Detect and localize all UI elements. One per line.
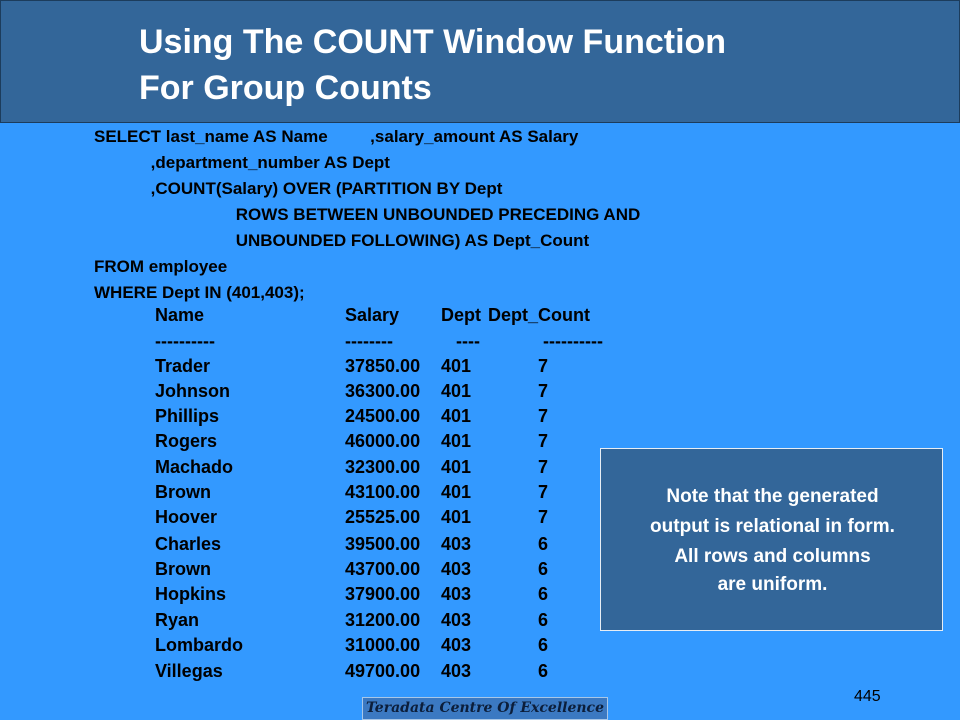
cell-dept-count: 6 bbox=[538, 661, 549, 681]
column-header-dept-count: Dept_Count bbox=[488, 305, 590, 325]
cell-dept-count: 6 bbox=[538, 635, 549, 655]
cell-dept-count: 6 bbox=[538, 534, 549, 554]
cell-dept-count: 7 bbox=[538, 457, 549, 477]
note-line: All rows and columns bbox=[674, 546, 871, 567]
column-header-name: Name bbox=[155, 305, 205, 325]
cell-dept-count: 7 bbox=[538, 507, 549, 527]
cell-dept-count: 6 bbox=[538, 559, 549, 579]
cell-name: Rogers bbox=[155, 431, 218, 451]
cell-dept-count: 7 bbox=[538, 356, 549, 376]
cell-dept: 401 bbox=[441, 381, 472, 401]
cell-salary: 36300.00 bbox=[345, 381, 421, 401]
cell-salary: 37900.00 bbox=[345, 584, 421, 604]
cell-salary: 25525.00 bbox=[345, 507, 421, 527]
cell-dept: 403 bbox=[441, 584, 472, 604]
cell-dept: 401 bbox=[441, 507, 472, 527]
slide-title-bar bbox=[0, 0, 960, 123]
sql-line: WHERE Dept IN (401,403); bbox=[94, 283, 305, 302]
column-header-dept: Dept bbox=[441, 305, 481, 325]
cell-dept-count: 7 bbox=[538, 482, 549, 502]
page-number: 445 bbox=[854, 688, 881, 705]
divider: ---------- bbox=[543, 331, 603, 351]
note-line: output is relational in form. bbox=[650, 516, 895, 537]
note-line: are uniform. bbox=[717, 574, 828, 595]
cell-salary: 43700.00 bbox=[345, 559, 421, 579]
cell-name: Hopkins bbox=[155, 584, 227, 604]
cell-salary: 37850.00 bbox=[345, 356, 421, 376]
sql-line: ROWS BETWEEN UNBOUNDED PRECEDING AND bbox=[94, 205, 641, 224]
cell-dept: 403 bbox=[441, 559, 472, 579]
cell-salary: 49700.00 bbox=[345, 661, 421, 681]
cell-dept-count: 7 bbox=[538, 406, 549, 426]
cell-dept: 403 bbox=[441, 610, 472, 630]
cell-dept: 401 bbox=[441, 457, 472, 477]
cell-name: Brown bbox=[155, 559, 211, 579]
cell-dept: 401 bbox=[441, 431, 472, 451]
cell-name: Johnson bbox=[155, 381, 230, 401]
cell-salary: 46000.00 bbox=[345, 431, 421, 451]
cell-salary: 43100.00 bbox=[345, 482, 421, 502]
cell-name: Ryan bbox=[155, 610, 200, 630]
sql-line: UNBOUNDED FOLLOWING) AS Dept_Count bbox=[94, 231, 590, 250]
cell-name: Villegas bbox=[155, 661, 223, 681]
slide-title-line-1: Using The COUNT Window Function bbox=[139, 23, 727, 61]
cell-name: Hoover bbox=[155, 507, 218, 527]
cell-dept: 401 bbox=[441, 356, 472, 376]
sql-line: ,COUNT(Salary) OVER (PARTITION BY Dept bbox=[94, 179, 503, 198]
cell-dept: 403 bbox=[441, 635, 472, 655]
divider: ---------- bbox=[155, 331, 215, 351]
divider: ---- bbox=[456, 331, 480, 351]
slide-title-line-2: For Group Counts bbox=[139, 69, 432, 107]
sql-line: SELECT last_name AS Name ,salary_amount AS Salary bbox=[94, 127, 579, 146]
cell-name: Brown bbox=[155, 482, 211, 502]
cell-salary: 32300.00 bbox=[345, 457, 421, 477]
cell-dept-count: 6 bbox=[538, 610, 549, 630]
cell-dept: 401 bbox=[441, 482, 472, 502]
cell-name: Lombardo bbox=[155, 635, 243, 655]
sql-line: FROM employee bbox=[94, 257, 228, 276]
cell-salary: 31000.00 bbox=[345, 635, 421, 655]
divider: -------- bbox=[345, 331, 393, 351]
note-callout bbox=[600, 448, 943, 631]
cell-dept-count: 7 bbox=[538, 431, 549, 451]
note-line: Note that the generated bbox=[666, 486, 879, 507]
cell-salary: 24500.00 bbox=[345, 406, 421, 426]
cell-salary: 39500.00 bbox=[345, 534, 421, 554]
cell-salary: 31200.00 bbox=[345, 610, 421, 630]
cell-dept: 401 bbox=[441, 406, 472, 426]
cell-name: Trader bbox=[155, 356, 211, 376]
cell-name: Phillips bbox=[155, 406, 220, 426]
cell-dept-count: 7 bbox=[538, 381, 549, 401]
cell-name: Charles bbox=[155, 534, 222, 554]
cell-dept: 403 bbox=[441, 661, 472, 681]
sql-line: ,department_number AS Dept bbox=[94, 153, 390, 172]
column-header-salary: Salary bbox=[345, 305, 400, 325]
cell-dept: 403 bbox=[441, 534, 472, 554]
footer-badge: Teradata Centre Of Excellence bbox=[362, 697, 608, 720]
cell-dept-count: 6 bbox=[538, 584, 549, 604]
cell-name: Machado bbox=[155, 457, 234, 477]
